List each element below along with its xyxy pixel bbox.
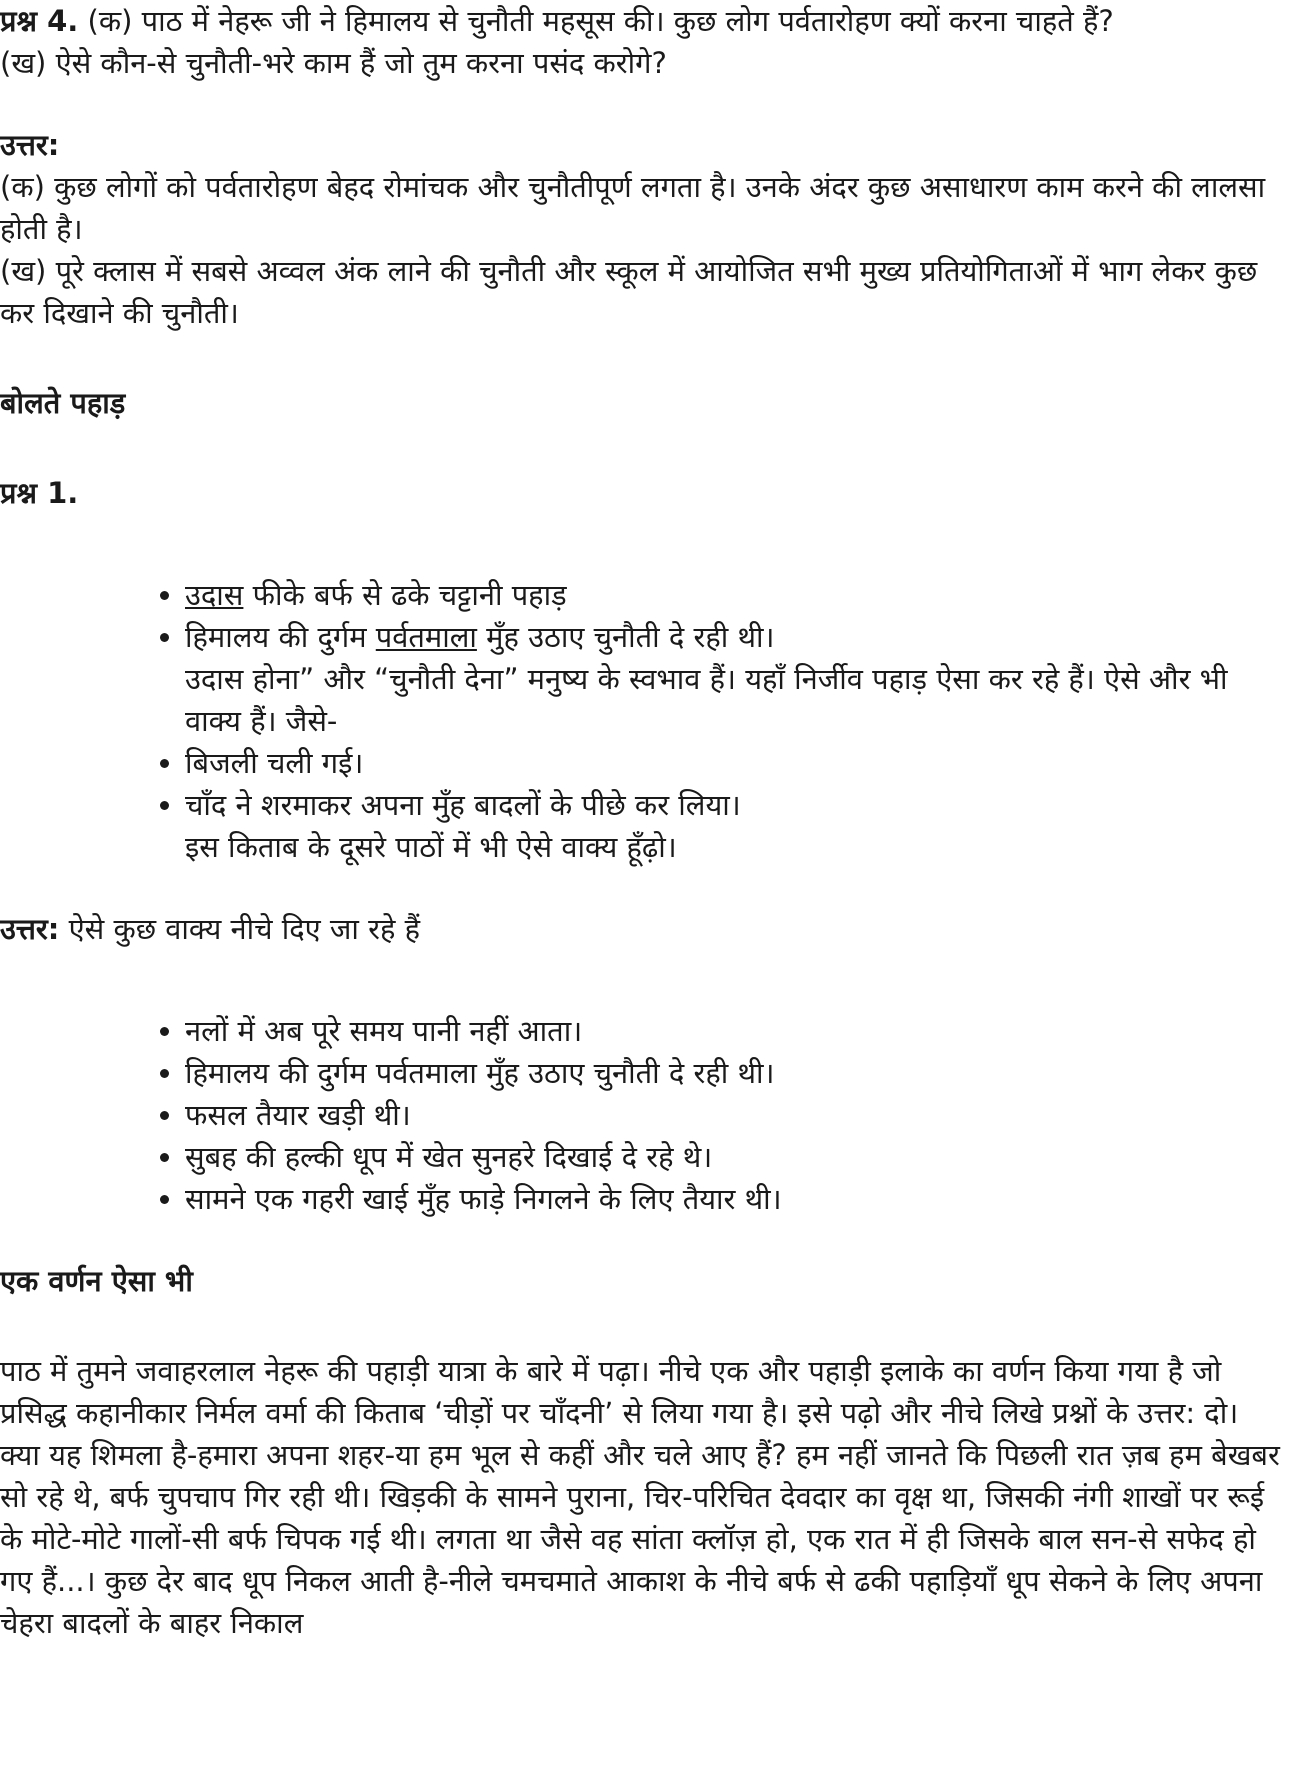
list-item: • सुबह की हल्की धूप में खेत सुनहरे दिखाई दे रहे थे। xyxy=(185,1136,1286,1178)
list-item: • नलों में अब पूरे समय पानी नहीं आता। xyxy=(185,1010,1286,1052)
answer-label-text: उत्तर: xyxy=(0,912,60,946)
section2-intro: पाठ में तुमने जवाहरलाल नेहरू की पहाड़ी यात्रा के बारे में पढ़ा। नीचे एक और पहाड़ी इलाके का वर्णन किया गया है जो प्रसिद्ध कहानीकार निर्मल वर्मा की किताब ‘चीड़ों पर चाँदनी’ से लिया गया है। इसे पढ़ो और नीचे लिखे प्रश्नों के उत्तर: दो। xyxy=(0,1354,1239,1430)
section2-passage: क्या यह शिमला है-हमारा अपना शहर-या हम भूल से कहीं और चले आए हैं? हम नहीं जानते कि पिछली रात ज़ब हम बेखबर सो रहे थे, बर्फ चुपचाप गिर रही थी। खिड़की के सामने पुराना, चिर-परिचित देवदार का वृक्ष था, जिसकी नंगी शाखों पर रूई के मोटे-मोटे गालों-सी बर्फ चिपक गई थी। लगता था जैसे वह सांता क्लॉज़ हो, एक रात में ही जिसके बाल सन-से सफेद हो गए हैं...। कुछ देर बाद धूप निकल आती है-नीले चमचमाते आकाश के नीचे बर्फ से ढकी पहाड़ियाँ धूप सेकने के लिए अपना चेहरा बादलों के बाहर निकाल xyxy=(0,1438,1280,1640)
list-item xyxy=(185,742,1286,784)
q4-answer-a: (क) कुछ लोगों को पर्वतारोहण बेहद रोमांचक और चुनौतीपूर्ण लगता है। उनके अंदर कुछ असाधारण काम करने की लालसा होती है। xyxy=(0,170,1266,246)
list-item xyxy=(185,574,1286,616)
q4-answer-b: (ख) पूरे क्लास में सबसे अव्वल अंक लाने की चुनौती और स्कूल में आयोजित सभी मुख्य प्रतियोगिताओं में भाग लेकर कुछ कर दिखाने की चुनौती। xyxy=(0,254,1258,330)
list-item-text: मुँह उठाए चुनौती दे रही थी। xyxy=(476,620,775,654)
q1-label-text: प्रश्न 1. xyxy=(0,476,79,510)
q1-answer xyxy=(0,908,1286,950)
q4-question-a xyxy=(0,0,1286,42)
q4-question-b: (ख) ऐसे कौन-से चुनौती-भरे काम हैं जो तुम करना पसंद करोगे? xyxy=(0,46,667,80)
list-item: • सामने एक गहरी खाई मुँह फाड़े निगलने के लिए तैयार थी। xyxy=(185,1178,1286,1220)
answer-label-text: उत्तर: xyxy=(0,128,60,162)
list-item-continuation: उदास होना” और “चुनौती देना” मनुष्य के स्वभाव हैं। यहाँ निर्जीव पहाड़ ऐसा कर रहे हैं। ऐसे और भी वाक्य हैं। जैसे- xyxy=(185,662,1228,738)
list-item-text: हिमालय की दुर्गम xyxy=(185,620,376,654)
answer-text: ऐसे कुछ वाक्य नीचे दिए जा रहे हैं xyxy=(59,912,421,946)
list-item-continuation: इस किताब के दूसरे पाठों में भी ऐसे वाक्य हूँढ़ो। xyxy=(185,830,677,864)
q4-part-a-text: (क) पाठ में नेहरू जी ने हिमालय से चुनौती महसूस की। कुछ लोग पर्वतारोहण क्यों करना चाहते हैं? xyxy=(87,4,1114,38)
list-item-text: बिजली चली गई। xyxy=(185,746,364,780)
q4-answer-label xyxy=(0,124,1286,166)
underlined-word: पर्वतमाला xyxy=(375,620,477,654)
underlined-word: उदास xyxy=(185,578,244,612)
q1-answer-list xyxy=(0,1010,1286,1220)
section-heading-bolte-pahad: बोलते पहाड़ xyxy=(0,386,126,420)
list-item xyxy=(185,616,1286,742)
q1-example-list xyxy=(0,574,1286,868)
list-item: • हिमालय की दुर्गम पर्वतमाला मुँह उठाए चुनौती दे रही थी। xyxy=(185,1052,1286,1094)
q4-label: प्रश्न 4. xyxy=(0,4,79,38)
list-item-text: चाँद ने शरमाकर अपना मुँह बादलों के पीछे कर लिया। xyxy=(185,788,741,822)
list-item: • फसल तैयार खड़ी थी। xyxy=(185,1094,1286,1136)
list-item xyxy=(185,784,1286,868)
q1-label xyxy=(0,472,1286,514)
section-heading-ek-varnan: एक वर्णन ऐसा भी xyxy=(0,1264,193,1298)
list-item-text: फीके बर्फ से ढके चट्टानी पहाड़ xyxy=(243,578,567,612)
